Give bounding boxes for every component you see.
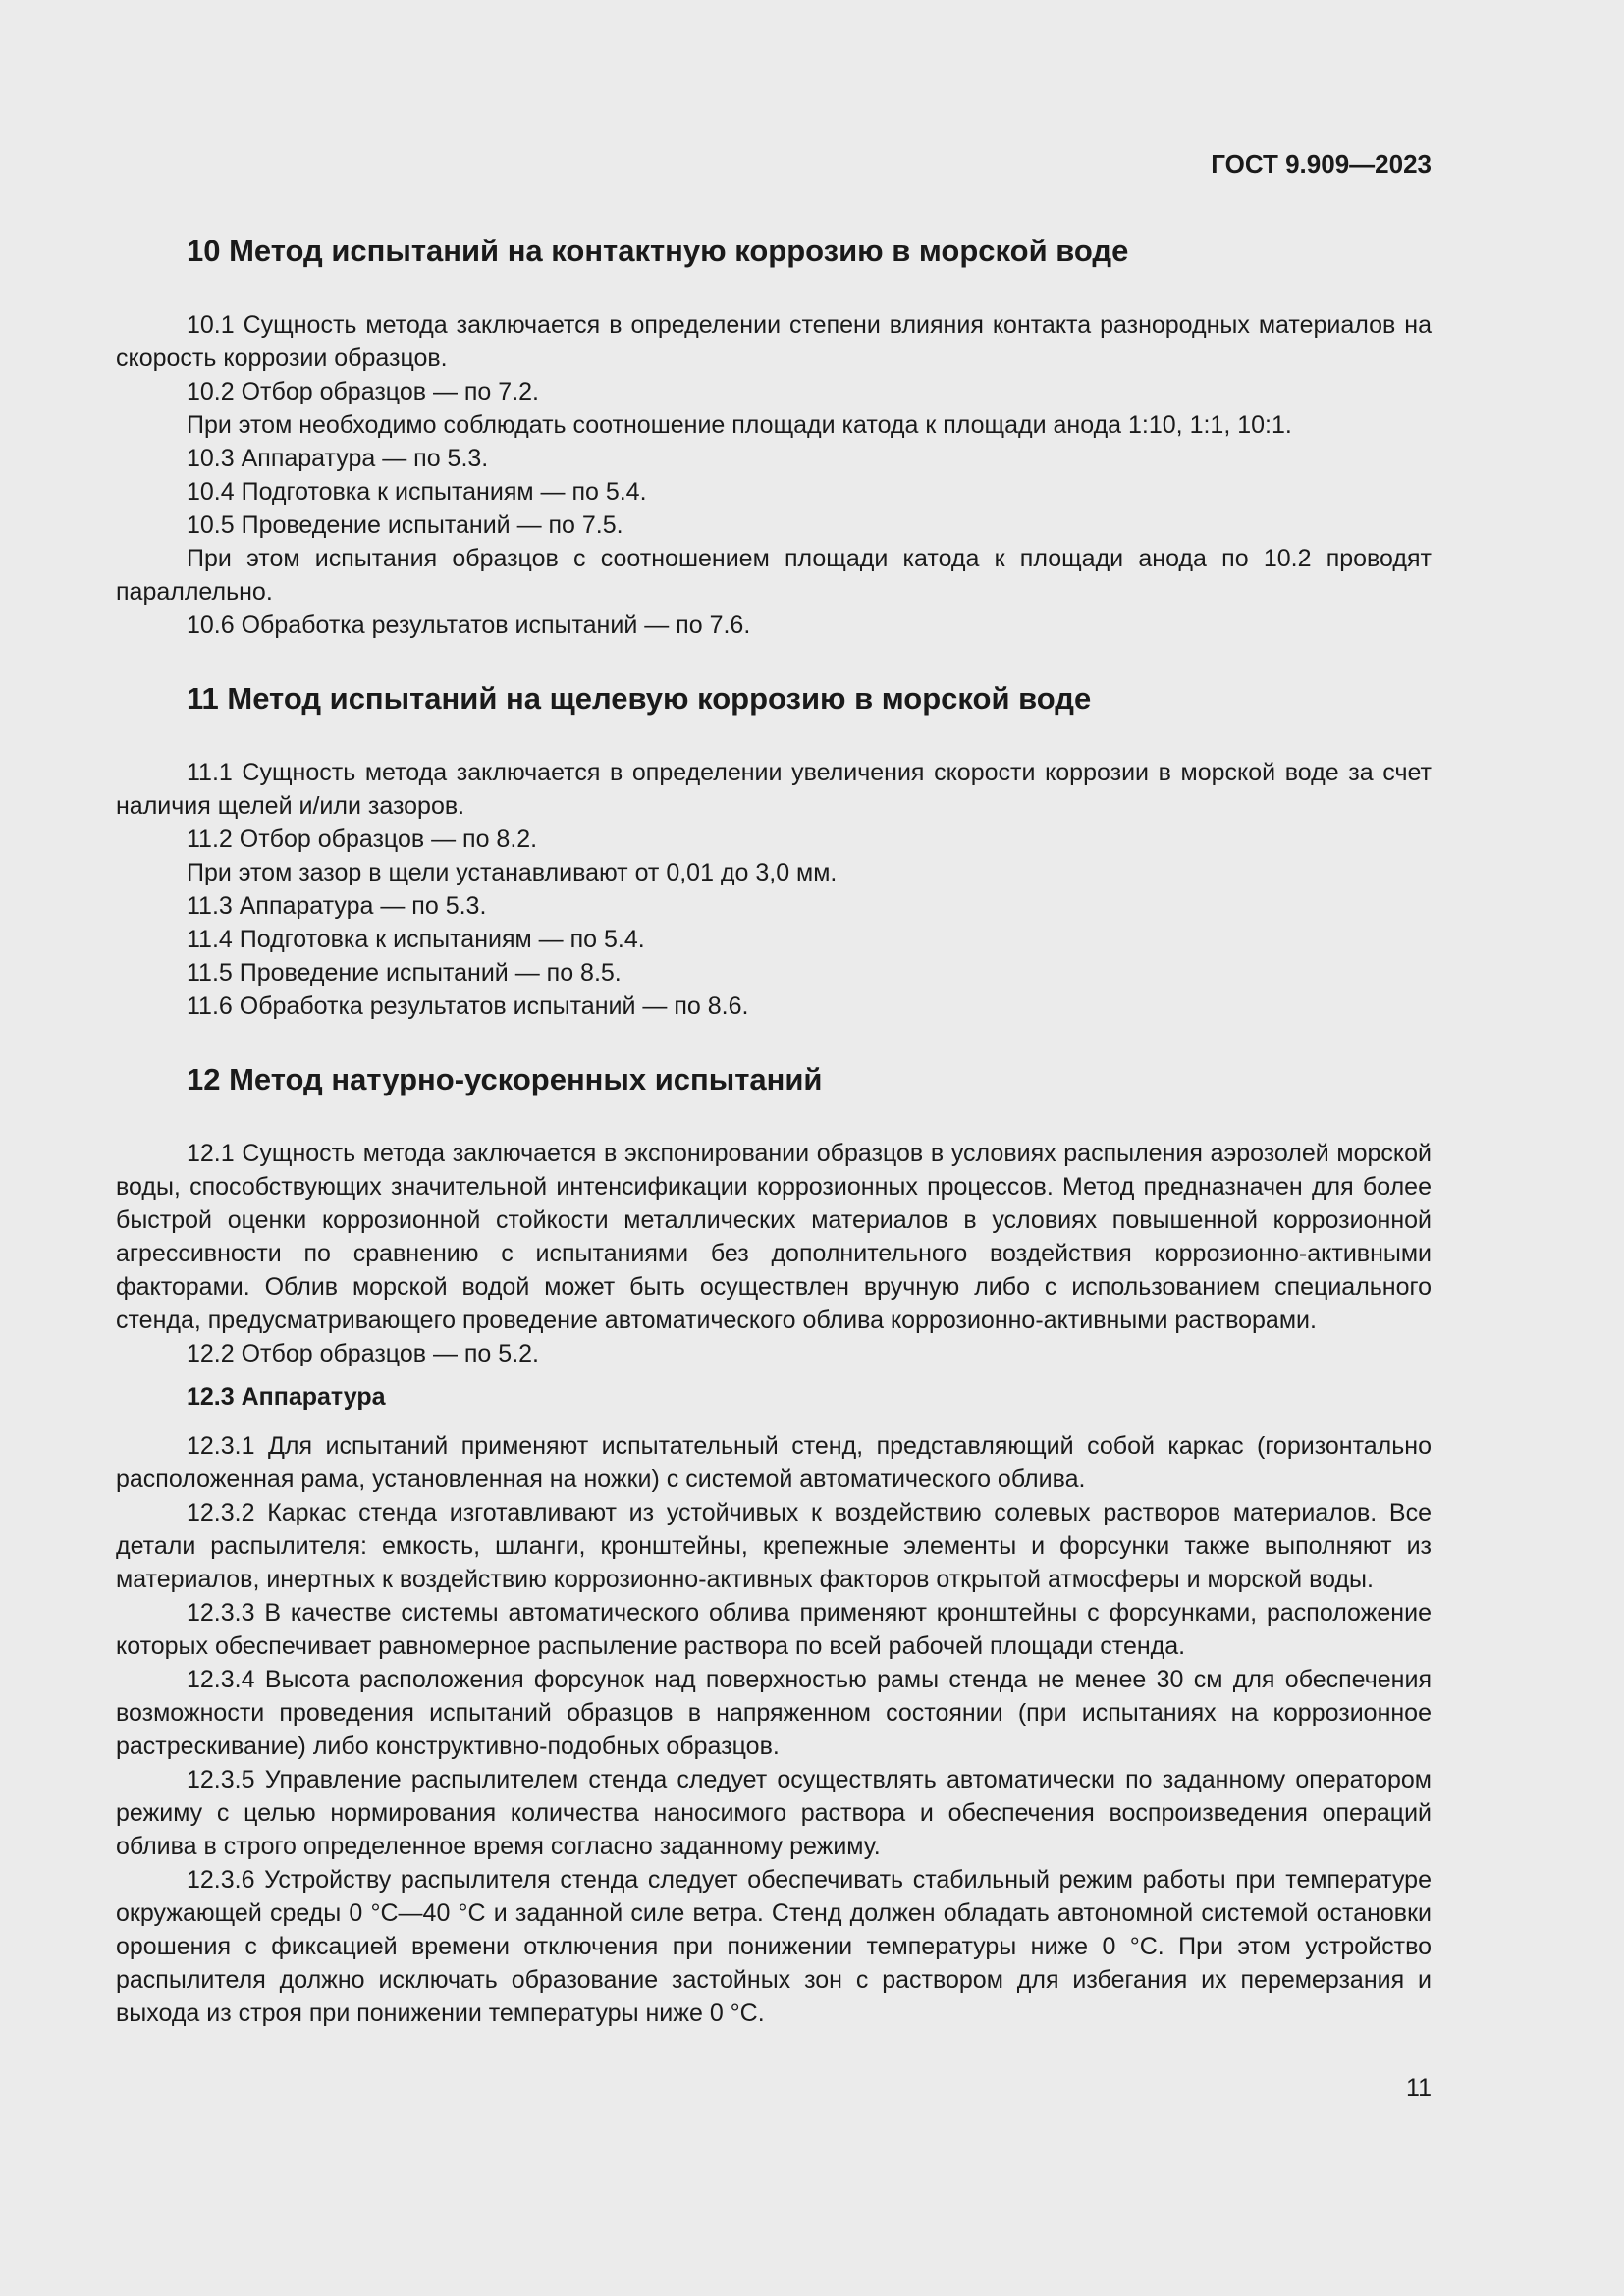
- paragraph: 12.3.6 Устройству распылителя стенда следует обеспечивать стабильный режим работы при температуре окружающей среды 0 °C—40 °C и заданной силе ветра. Стенд должен обладать автономной системой остановки орошения с фиксацией времени отключения при понижении температуры ниже 0 °C. При этом устройство распылителя должно исключать образование застойных зон с раствором для избегания их перемерзания и выхода из строя при понижении температуры ниже 0 °C.: [116, 1866, 1432, 2027]
- paragraph: 10.6 Обработка результатов испытаний — по 7.6.: [187, 612, 751, 639]
- paragraph: При этом зазор в щели устанавливают от 0,01 до 3,0 мм.: [187, 859, 838, 886]
- paragraph: 10.2 Отбор образцов — по 7.2.: [187, 378, 539, 405]
- paragraph: 12.3.4 Высота расположения форсунок над поверхностью рамы стенда не менее 30 см для обеспечения возможности проведения испытаний образцов в напряженном состоянии (при испытаниях на коррозионное растрескивание) либо конструктивно-подобных образцов.: [116, 1666, 1432, 1760]
- paragraph: 10.5 Проведение испытаний — по 7.5.: [187, 511, 623, 539]
- paragraph: 12.2 Отбор образцов — по 5.2.: [187, 1340, 539, 1367]
- section-title: 11 Метод испытаний на щелевую коррозию в морской воде: [187, 681, 1092, 716]
- paragraph: 11.5 Проведение испытаний — по 8.5.: [187, 959, 622, 987]
- paragraph: 12.3.5 Управление распылителем стенда следует осуществлять автоматически по заданному оператором режиму с целью нормирования количества наносимого раствора и обеспечения воспроизведения операций облива в строго определенное время согласно заданному режиму.: [116, 1766, 1432, 1860]
- page-number: 11: [1406, 2074, 1432, 2102]
- section-title: 10 Метод испытаний на контактную коррозию в морской воде: [187, 234, 1129, 268]
- section-11: [116, 679, 1432, 1023]
- paragraph: 12.1 Сущность метода заключается в экспонировании образцов в условиях распыления аэрозолей морской воды, способствующих значительной интенсификации коррозионных процессов. Метод предназначен для более быстрой оценки коррозионной стойкости металлических материалов в условиях повышенной коррозионной агрессивности по сравнению с испытаниями без дополнительного воздействия коррозионно-активными факторами. Облив морской водой может быть осуществлен вручную либо с использованием специального стенда, предусматривающего проведение автоматического облива коррозионно-активными растворами.: [116, 1140, 1432, 1334]
- standard-code-header: ГОСТ 9.909—2023: [1211, 149, 1432, 179]
- paragraph: 12.3.3 В качестве системы автоматического облива применяют кронштейны с форсунками, расположение которых обеспечивает равномерное распыление раствора по всей рабочей площади стенда.: [116, 1599, 1432, 1660]
- paragraph: При этом необходимо соблюдать соотношение площади катода к площади анода 1:10, 1:1, 10:1.: [187, 411, 1292, 439]
- section-10: [116, 232, 1432, 642]
- subsection-title: 12.3 Аппаратура: [187, 1383, 386, 1411]
- paragraph: 12.3.1 Для испытаний применяют испытательный стенд, представляющий собой каркас (горизонтально расположенная рама, установленная на ножки) с системой автоматического облива.: [116, 1432, 1432, 1493]
- paragraph: 10.3 Аппаратура — по 5.3.: [187, 445, 489, 472]
- paragraph: 11.2 Отбор образцов — по 8.2.: [187, 826, 538, 853]
- section-12: [116, 1060, 1432, 2030]
- paragraph: 12.3.2 Каркас стенда изготавливают из устойчивых к воздействию солевых растворов материалов. Все детали распылителя: емкость, шланги, кронштейны, крепежные элементы и форсунки также выполняют из материалов, инертных к воздействию коррозионно-активных факторов открытой атмосферы и морской воды.: [116, 1499, 1432, 1593]
- section-title: 12 Метод натурно-ускоренных испытаний: [187, 1062, 823, 1096]
- paragraph: 11.6 Обработка результатов испытаний — по 8.6.: [187, 992, 749, 1020]
- paragraph: 10.4 Подготовка к испытаниям — по 5.4.: [187, 478, 647, 506]
- paragraph: 11.4 Подготовка к испытаниям — по 5.4.: [187, 926, 645, 953]
- paragraph: 11.3 Аппаратура — по 5.3.: [187, 892, 487, 920]
- paragraph: 10.1 Сущность метода заключается в определении степени влияния контакта разнородных материалов на скорость коррозии образцов.: [116, 311, 1432, 372]
- paragraph: 11.1 Сущность метода заключается в определении увеличения скорости коррозии в морской воде за счет наличия щелей и/или зазоров.: [116, 759, 1432, 820]
- paragraph: При этом испытания образцов с соотношением площади катода к площади анода по 10.2 проводят параллельно.: [116, 545, 1432, 606]
